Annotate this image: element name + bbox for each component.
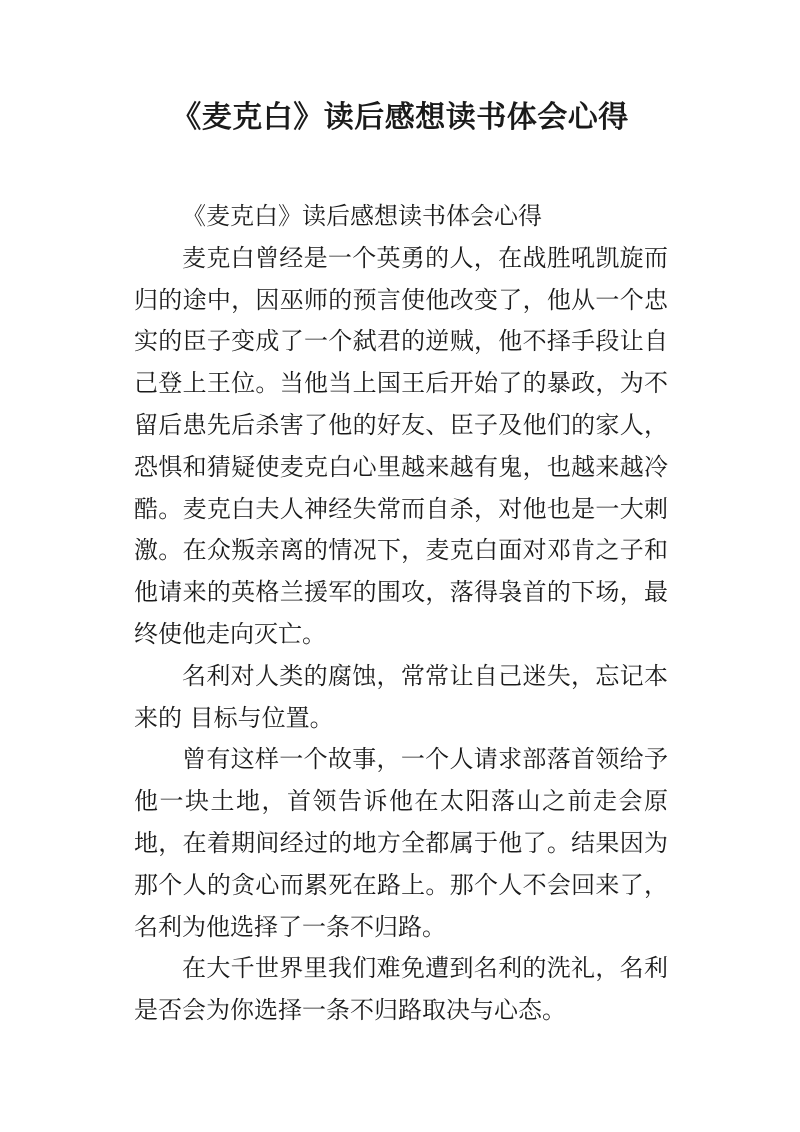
document-body [134, 196, 668, 1032]
document-title: 《麦克白》读后感想读书体会心得 [171, 100, 629, 135]
body-paragraph-heading: 《麦克白》读后感想读书体会心得 [182, 202, 542, 230]
body-paragraph: 曾有这样一个故事，一个人请求部落首领给予他一块土地，首领告诉他在太阳落山之前走会原地，在着期间经过的地方全都属于他了。结果因为那个人的贪心而累死在路上。那个人不会回来了，名利为他选择了一条不归路。 [134, 745, 668, 941]
body-paragraph: 在大千世界里我们难免遭到名利的洗礼，名利是否会为你选择一条不归路取决与心态。 [134, 954, 668, 1025]
body-paragraph: 名利对人类的腐蚀，常常让自己迷失，忘记本来的 目标与位置。 [134, 661, 668, 732]
body-paragraph: 麦克白曾经是一个英勇的人，在战胜吼凯旋而归的途中，因巫师的预言使他改变了，他从一个忠实的臣子变成了一个弑君的逆贼，他不择手段让自己登上王位。当他当上国王后开始了的暴政，为不留后患先后杀害了他的好友、臣子及他们的家人，恐惧和猜疑使麦克白心里越来越有鬼，也越来越冷酷。麦克白夫人神经失常而自杀，对他也是一大刺激。在众叛亲离的情况下，麦克白面对邓肯之子和他请来的英格兰援军的围攻，落得袅首的下场，最终使他走向灭亡。 [134, 243, 668, 648]
